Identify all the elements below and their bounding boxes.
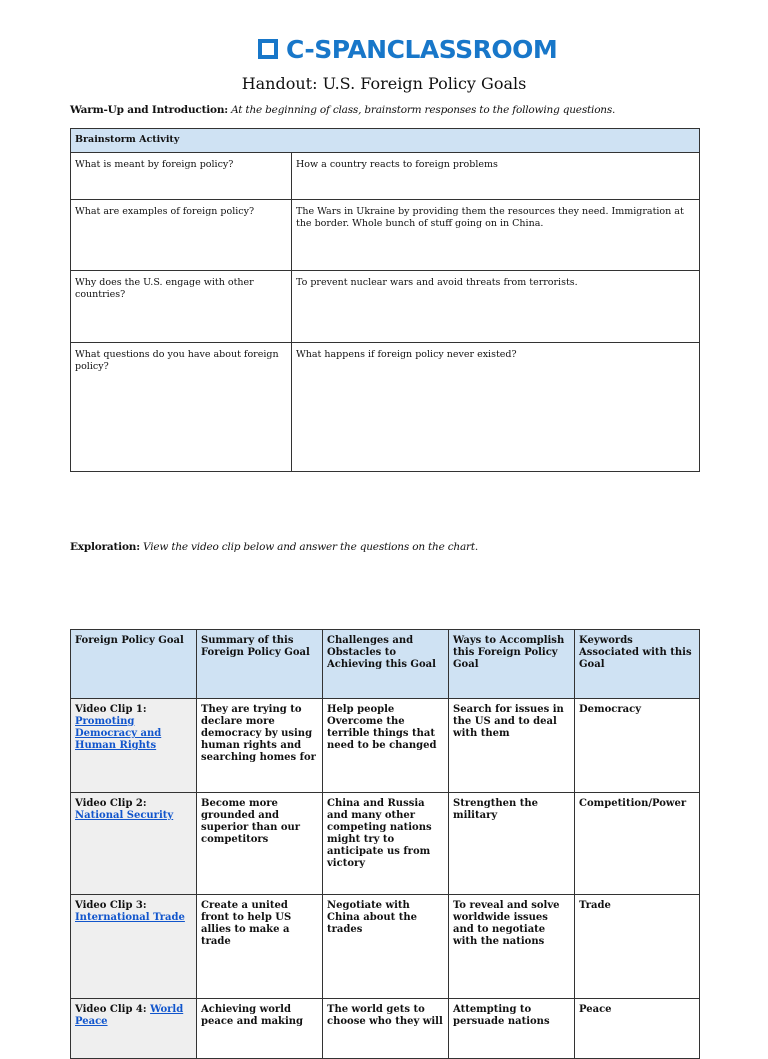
warmup-text: At the beginning of class, brainstorm responses to the following questions. — [227, 104, 616, 116]
challenges-cell[interactable]: Negotiate with China about the trades — [323, 895, 449, 999]
table-row — [71, 793, 700, 895]
warmup-label: Warm-Up and Introduction: — [70, 104, 228, 116]
summary-cell[interactable]: Become more grounded and superior than our competitors — [197, 793, 323, 895]
brainstorm-question: What are examples of foreign policy? — [71, 200, 292, 271]
brainstorm-table — [70, 128, 700, 472]
table-row — [71, 699, 700, 793]
ways-cell[interactable]: To reveal and solve worldwide issues and to negotiate with the nations — [449, 895, 575, 999]
page-title: Handout: U.S. Foreign Policy Goals — [241, 74, 527, 93]
header-challenges: Challenges and Obstacles to Achieving this Goal — [323, 630, 449, 699]
brainstorm-answer[interactable]: To prevent nuclear wars and avoid threats from terrorists. — [292, 271, 700, 343]
foreign-policy-goals-table — [70, 629, 700, 1059]
ways-cell[interactable]: Strengthen the military — [449, 793, 575, 895]
summary-cell[interactable]: They are trying to declare more democracy by using human rights and searching homes for — [197, 699, 323, 793]
header-keywords: Keywords Associated with this Goal — [575, 630, 700, 699]
brainstorm-question: What is meant by foreign policy? — [71, 153, 292, 200]
table-row — [71, 343, 700, 472]
exploration-label: Exploration: — [70, 541, 140, 553]
warmup-instructions — [70, 104, 615, 116]
brainstorm-question: What questions do you have about foreign policy? — [71, 343, 292, 472]
table-row — [71, 895, 700, 999]
goal-cell — [71, 699, 197, 793]
goal-cell — [71, 999, 197, 1059]
keywords-cell[interactable]: Trade — [575, 895, 700, 999]
exploration-text: View the video clip below and answer the questions on the chart. — [139, 541, 479, 553]
clip-link[interactable]: World Peace — [75, 1004, 184, 1027]
summary-cell[interactable]: Create a united front to help US allies to make a trade — [197, 895, 323, 999]
header-ways: Ways to Accomplish this Foreign Policy Goal — [449, 630, 575, 699]
exploration-instructions — [70, 541, 478, 553]
clip-label: Video Clip 2: — [75, 798, 147, 809]
table-row — [71, 200, 700, 271]
keywords-cell[interactable]: Peace — [575, 999, 700, 1059]
clip-link[interactable]: International Trade — [75, 912, 185, 923]
table-row — [71, 271, 700, 343]
clip-link[interactable]: Promoting Democracy and Human Rights — [75, 716, 162, 751]
brainstorm-answer[interactable]: How a country reacts to foreign problems — [292, 153, 700, 200]
brainstorm-header: Brainstorm Activity — [71, 129, 700, 153]
table-row — [71, 153, 700, 200]
brainstorm-answer[interactable]: What happens if foreign policy never existed? — [292, 343, 700, 472]
goals-header-row — [71, 630, 700, 699]
ways-cell[interactable]: Attempting to persuade nations — [449, 999, 575, 1059]
goal-cell — [71, 793, 197, 895]
brainstorm-question: Why does the U.S. engage with other countries? — [71, 271, 292, 343]
summary-cell[interactable]: Achieving world peace and making — [197, 999, 323, 1059]
challenges-cell[interactable]: Help people Overcome the terrible things that need to be changed — [323, 699, 449, 793]
clip-label: Video Clip 1: — [75, 704, 147, 715]
brainstorm-header-row — [71, 129, 700, 153]
table-row — [71, 999, 700, 1059]
ways-cell[interactable]: Search for issues in the US and to deal with them — [449, 699, 575, 793]
challenges-cell[interactable]: The world gets to choose who they will — [323, 999, 449, 1059]
keywords-cell[interactable]: Competition/Power — [575, 793, 700, 895]
clip-label: Video Clip 4: — [75, 1004, 147, 1015]
goal-cell — [71, 895, 197, 999]
brainstorm-answer[interactable]: The Wars in Ukraine by providing them the resources they need. Immigration at the border. Whole bunch of stuff going on in China. — [292, 200, 700, 271]
logo-text: C-SPANCLASSROOM — [286, 34, 558, 64]
keywords-cell[interactable]: Democracy — [575, 699, 700, 793]
header-goal: Foreign Policy Goal — [71, 630, 197, 699]
header-summary: Summary of this Foreign Policy Goal — [197, 630, 323, 699]
cspan-classroom-logo — [258, 34, 557, 64]
logo-square-icon — [258, 39, 278, 59]
clip-link[interactable]: National Security — [75, 810, 174, 821]
clip-label: Video Clip 3: — [75, 900, 147, 911]
challenges-cell[interactable]: China and Russia and many other competing nations might try to anticipate us from victory — [323, 793, 449, 895]
